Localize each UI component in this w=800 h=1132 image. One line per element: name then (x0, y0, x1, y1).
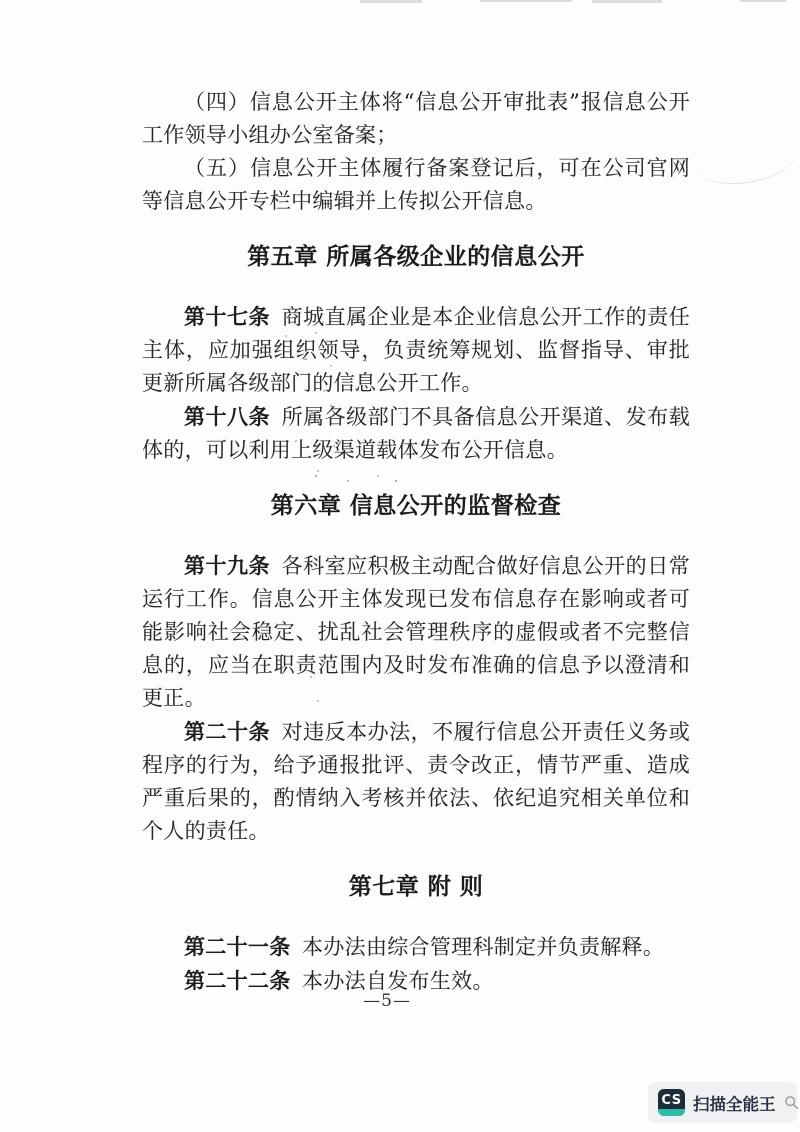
paragraph-text: 本办法自发布生效。 (302, 969, 494, 993)
paragraph-article-21 (142, 930, 690, 964)
paragraph-text: 所属各级部门不具备信息公开渠道、发布载体的，可以利用上级渠道载体发布公开信息。 (142, 405, 690, 462)
article-number: 第十八条 (184, 404, 271, 429)
paragraph-article-18 (142, 400, 690, 467)
scan-scratch-mark (692, 128, 800, 190)
paragraph-item-4 (142, 86, 690, 152)
scan-edge-mark (480, 0, 572, 2)
camscanner-logo-letters: CS (661, 1093, 682, 1108)
paragraph-text: 商城直属企业是本企业信息公开工作的责任主体，应加强组织领导，负责统筹规划、监督指导、审批更新所属各级部门的信息公开工作。 (142, 305, 690, 395)
scan-edge-mark (360, 0, 422, 3)
paragraph-text: （四）信息公开主体将“信息公开审批表”报信息公开工作领导小组办公室备案； (142, 90, 690, 147)
paragraph-text: 本办法由综合管理科制定并负责解释。 (302, 935, 665, 959)
search-icon (784, 1095, 799, 1110)
paragraph-article-20 (142, 715, 690, 848)
paragraph-text: （五）信息公开主体履行备案登记后，可在公司官网等信息公开专栏中编辑并上传拟公开信息。 (142, 156, 690, 213)
camscanner-logo-icon (658, 1089, 685, 1116)
paragraph-text: 对违反本办法，不履行信息公开责任义务或程序的行为，给予通报批评、责令改正，情节严重、造成严重后果的，酌情纳入考核并依法、依纪追究相关单位和个人的责任。 (142, 720, 690, 843)
scan-edge-mark (592, 0, 662, 3)
article-number: 第二十条 (184, 719, 271, 744)
chapter-heading-5: 第五章 所属各级企业的信息公开 (247, 244, 585, 270)
paragraph-article-19 (142, 549, 690, 715)
scan-edge-mark (740, 0, 786, 2)
page-number: —5— (363, 991, 411, 1011)
paragraph-article-17 (142, 300, 690, 400)
article-number: 第二十一条 (184, 934, 291, 959)
chapter-heading-7: 第七章 附 则 (348, 874, 484, 900)
article-number: 第十七条 (184, 304, 271, 329)
document-body (142, 86, 690, 998)
camscanner-watermark-badge (648, 1082, 797, 1123)
article-number: 第十九条 (184, 553, 271, 578)
paragraph-text: 各科室应积极主动配合做好信息公开的日常运行工作。信息公开主体发现已发布信息存在影响或者可能影响社会稳定、扰乱社会管理秩序的虚假或者不完整信息的，应当在职责范围内及时发布准确的信息予以澄清和更正。 (142, 554, 690, 710)
paragraph-item-5 (142, 152, 690, 218)
camscanner-app-name: 扫描全能王 (693, 1094, 776, 1114)
chapter-heading-6: 第六章 信息公开的监督检查 (270, 493, 562, 519)
article-number: 第二十二条 (184, 968, 291, 993)
